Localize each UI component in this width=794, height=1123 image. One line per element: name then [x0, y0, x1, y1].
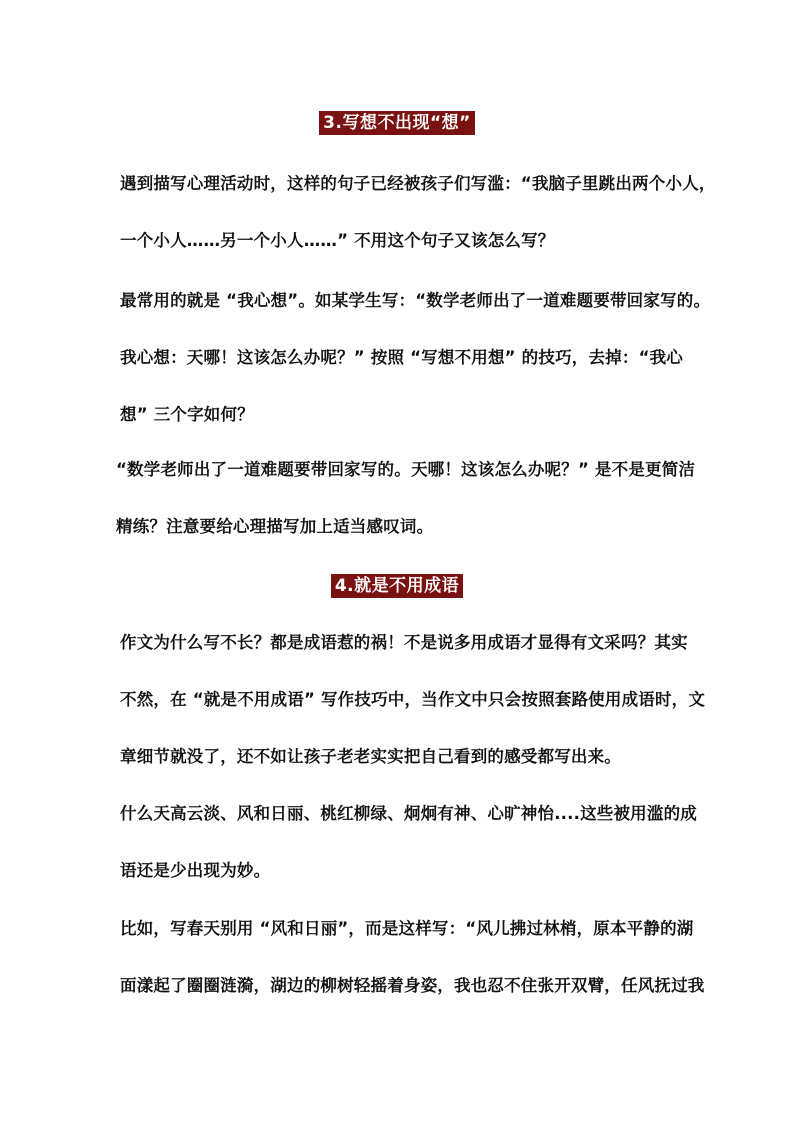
text-line: 作文为什么写不长？都是成语惹的祸！不是说多用成语才显得有文采吗？其实	[120, 633, 688, 652]
text-line: 一个小人……另一个小人……” 不用这个句子又该怎么写？	[120, 231, 555, 250]
text-line: “数学老师出了一道难题要带回家写的。天哪！这该怎么办呢？” 是不是更简洁	[116, 460, 696, 479]
text-line: 精练？注意要给心理描写加上适当感叹词。	[116, 517, 434, 536]
section-4-heading	[0, 574, 794, 598]
text-line: 面漾起了圈圈涟漪，湖边的柳树轻摇着身姿，我也忍不住张开双臂，任风抚过我	[120, 976, 705, 995]
text-line: 语还是少出现为妙。	[120, 861, 271, 880]
text-line: 遇到描写心理活动时，这样的句子已经被孩子们写滥：“我脑子里跳出两个小人，	[120, 174, 716, 193]
text-line: 想” 三个字如何？	[120, 405, 254, 424]
section-3-heading-text: 3.写想不出现“想”	[319, 111, 475, 135]
text-line: 比如，写春天别用 “风和日丽”，而是这样写：“风儿拂过林梢，原本平静的湖	[120, 919, 694, 938]
text-line: 章细节就没了，还不如让孩子老老实实把自己看到的感受都写出来。	[120, 747, 621, 766]
section-4-paragraph-1	[120, 614, 706, 785]
section-3-paragraph-1	[120, 155, 716, 269]
section-4-paragraph-2	[120, 785, 697, 899]
text-line: 我心想：天哪！这该怎么办呢？” 按照 “写想不用想” 的技巧，去掉：“我心	[120, 348, 684, 367]
text-line: 不然，在 “就是不用成语” 写作技巧中，当作文中只会按照套路使用成语时，文	[120, 690, 706, 709]
text-line: 最常用的就是 “我心想”。如某学生写：“数学老师出了一道难题要带回家写的。	[120, 291, 711, 310]
section-3-heading	[0, 111, 794, 135]
text-line: 什么天高云淡、风和日丽、桃红柳绿、炯炯有神、心旷神怡....这些被用滥的成	[120, 804, 697, 823]
section-4-paragraph-3	[120, 900, 705, 1014]
section-4-heading-text: 4.就是不用成语	[331, 574, 463, 598]
section-3-paragraph-3	[116, 441, 696, 555]
section-3-paragraph-2	[120, 272, 711, 443]
